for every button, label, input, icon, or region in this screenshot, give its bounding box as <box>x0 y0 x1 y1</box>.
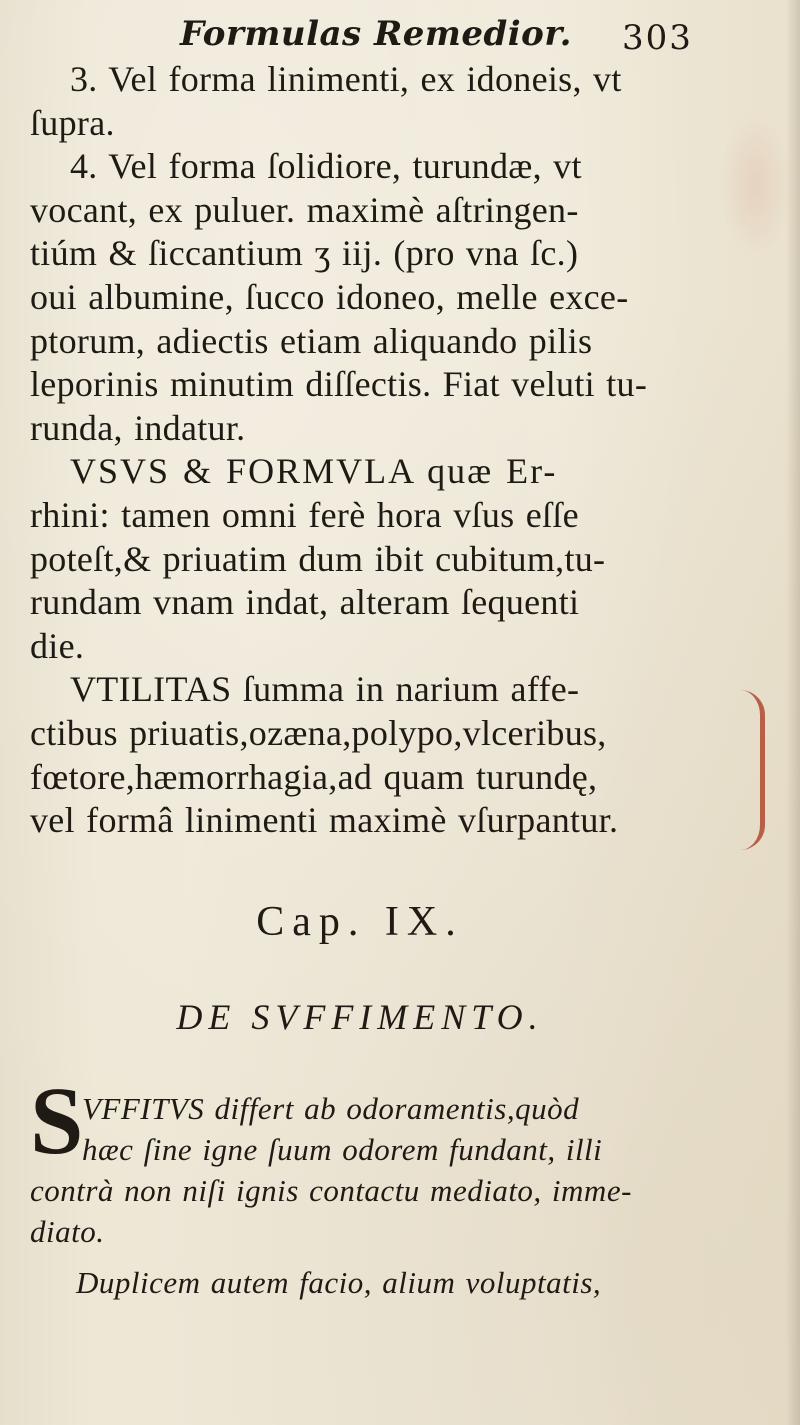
text-line: poteſt,& priuatim dum ibit cubitum,tu- <box>30 538 606 579</box>
chapter-subtitle: DE SVFFIMENTO. <box>176 997 544 1037</box>
chapter-title: Cap. IX. <box>256 899 464 945</box>
text-line: ſupra. <box>30 102 115 143</box>
page-header <box>0 8 800 56</box>
text-line: hæc ſine igne ſuum odorem fundant, illi <box>82 1132 603 1167</box>
text-line: die. <box>30 625 85 666</box>
text-line: runda, indatur. <box>30 407 246 448</box>
text-line: 4. Vel forma ſolidiore, turundæ, vt <box>70 146 582 187</box>
text-line: vocant, ex puluer. maximè aſtringen- <box>30 189 579 230</box>
text-line: leporinis minutim diſſectis. Fiat veluti tu- <box>30 364 648 405</box>
text-line: diato. <box>30 1214 105 1249</box>
page-number: 303 <box>622 18 693 58</box>
ink-bleed-stain <box>720 110 790 260</box>
text-line: VTILITAS ſumma in narium affe- <box>70 669 580 710</box>
text-line: rhini: tamen omni ferè hora vſus eſſe <box>30 494 579 535</box>
text-line: 3. Vel forma linimenti, ex idoneis, vt <box>70 59 622 99</box>
paragraph-suffimentum <box>30 1088 710 1303</box>
margin-bracket-mark <box>740 690 765 850</box>
text-line: ctibus priuatis,ozæna,polypo,vlceribus, <box>30 712 607 753</box>
text-line: ptorum, adiectis etiam aliquando pilis <box>30 320 593 361</box>
drop-cap: S <box>30 1067 84 1174</box>
body-text <box>30 58 710 843</box>
text-line: VSVS & FORMVLA quæ Er- <box>70 451 558 492</box>
text-line: vel formâ linimenti maximè vſurpantur. <box>30 800 619 841</box>
text-line: oui albumine, ſucco idoneo, melle exce- <box>30 276 629 317</box>
text-line: fœtore,hæmorrhagia,ad quam turundę, <box>30 756 598 797</box>
text-line: VFFITVS differt ab odoramentis,quòd <box>82 1091 580 1126</box>
running-head: Formulas Remedior. <box>180 14 572 54</box>
text-line: tiúm & ſiccantium ʒ iij. (pro vna ſc.) <box>30 233 579 274</box>
text-line: contrà non niſi ignis contactu mediato, imme- <box>30 1173 632 1208</box>
text-line: rundam vnam indat, alteram ſequenti <box>30 582 580 623</box>
text-line: Duplicem autem facio, alium voluptatis, <box>76 1265 602 1300</box>
